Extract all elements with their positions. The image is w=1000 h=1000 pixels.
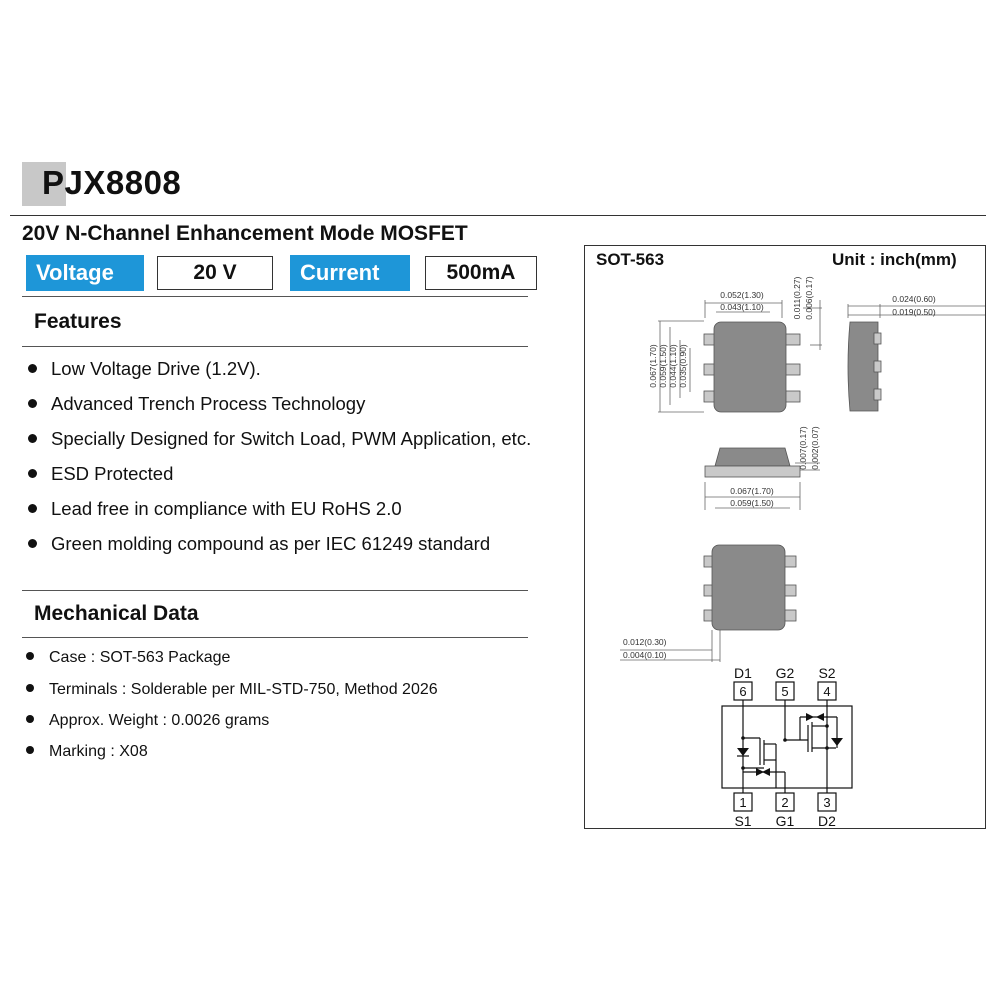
voltage-value: 20 V xyxy=(157,256,273,290)
voltage-label: Voltage xyxy=(26,255,144,291)
list-item: Advanced Trench Process Technology xyxy=(28,393,365,415)
mechanical-heading: Mechanical Data xyxy=(34,602,199,625)
front-view xyxy=(705,448,800,477)
pin-number-bottom: 3 xyxy=(823,795,831,810)
pin-name-top: S2 xyxy=(818,665,836,681)
dim-text: 0.067(1.70) xyxy=(648,344,658,388)
pin-number-bottom: 1 xyxy=(739,795,747,810)
list-item: Lead free in compliance with EU RoHS 2.0 xyxy=(28,498,402,520)
dim-text: 0.044(1.10) xyxy=(668,344,678,388)
package-name: SOT-563 xyxy=(596,250,665,269)
package-unit: Unit : inch(mm) xyxy=(832,250,957,269)
pin-name-bottom: S1 xyxy=(734,813,752,829)
pin-name-top: D1 xyxy=(734,665,752,681)
dim-text: 0.019(0.50) xyxy=(892,307,936,317)
dim-text: 0.059(1.50) xyxy=(730,498,774,508)
dim-text: 0.011(0.27) xyxy=(792,276,802,320)
dim-text: 0.002(0.07) xyxy=(810,426,820,470)
dim-text: 0.007(0.17) xyxy=(798,426,808,470)
dim-text: 0.024(0.60) xyxy=(892,294,936,304)
pin-name-bottom: G1 xyxy=(775,813,795,829)
list-item: Marking : X08 xyxy=(26,743,148,761)
list-item: Low Voltage Drive (1.2V). xyxy=(28,358,261,380)
pin-name-top: G2 xyxy=(775,665,795,681)
dim-text: 0.059(1.50) xyxy=(658,344,668,388)
pin-number-top: 5 xyxy=(781,684,789,699)
current-value: 500mA xyxy=(425,256,537,290)
dim-text: 0.006(0.17) xyxy=(804,276,814,320)
pin-number-top: 6 xyxy=(739,684,747,699)
list-item: Terminals : Solderable per MIL-STD-750, Method 2026 xyxy=(26,681,438,699)
dim-text: 0.012(0.30) xyxy=(623,637,667,647)
device-subtitle: 20V N-Channel Enhancement Mode MOSFET xyxy=(22,222,468,245)
dim-text: 0.052(1.30) xyxy=(720,290,764,300)
list-item: Specially Designed for Switch Load, PWM Application, etc. xyxy=(28,428,531,450)
pin-number-top: 4 xyxy=(823,684,831,699)
pin-diagram xyxy=(722,682,852,811)
list-item: ESD Protected xyxy=(28,463,173,485)
pin-name-bottom: D2 xyxy=(818,813,836,829)
pin-number-bottom: 2 xyxy=(781,795,789,810)
features-heading: Features xyxy=(34,310,122,333)
current-label: Current xyxy=(290,255,410,291)
part-number-title: PJX8808 xyxy=(42,164,182,201)
side-view xyxy=(848,322,881,411)
list-item: Green molding compound as per IEC 61249 standard xyxy=(28,533,490,555)
top-view xyxy=(704,322,800,412)
bottom-view xyxy=(704,545,796,630)
list-item: Case : SOT-563 Package xyxy=(26,649,230,667)
dim-text: 0.035(0.90) xyxy=(678,344,688,388)
dim-text: 0.067(1.70) xyxy=(730,486,774,496)
dim-text: 0.004(0.10) xyxy=(623,650,667,660)
list-item: Approx. Weight : 0.0026 grams xyxy=(26,712,269,730)
dim-text: 0.043(1.10) xyxy=(720,302,764,312)
